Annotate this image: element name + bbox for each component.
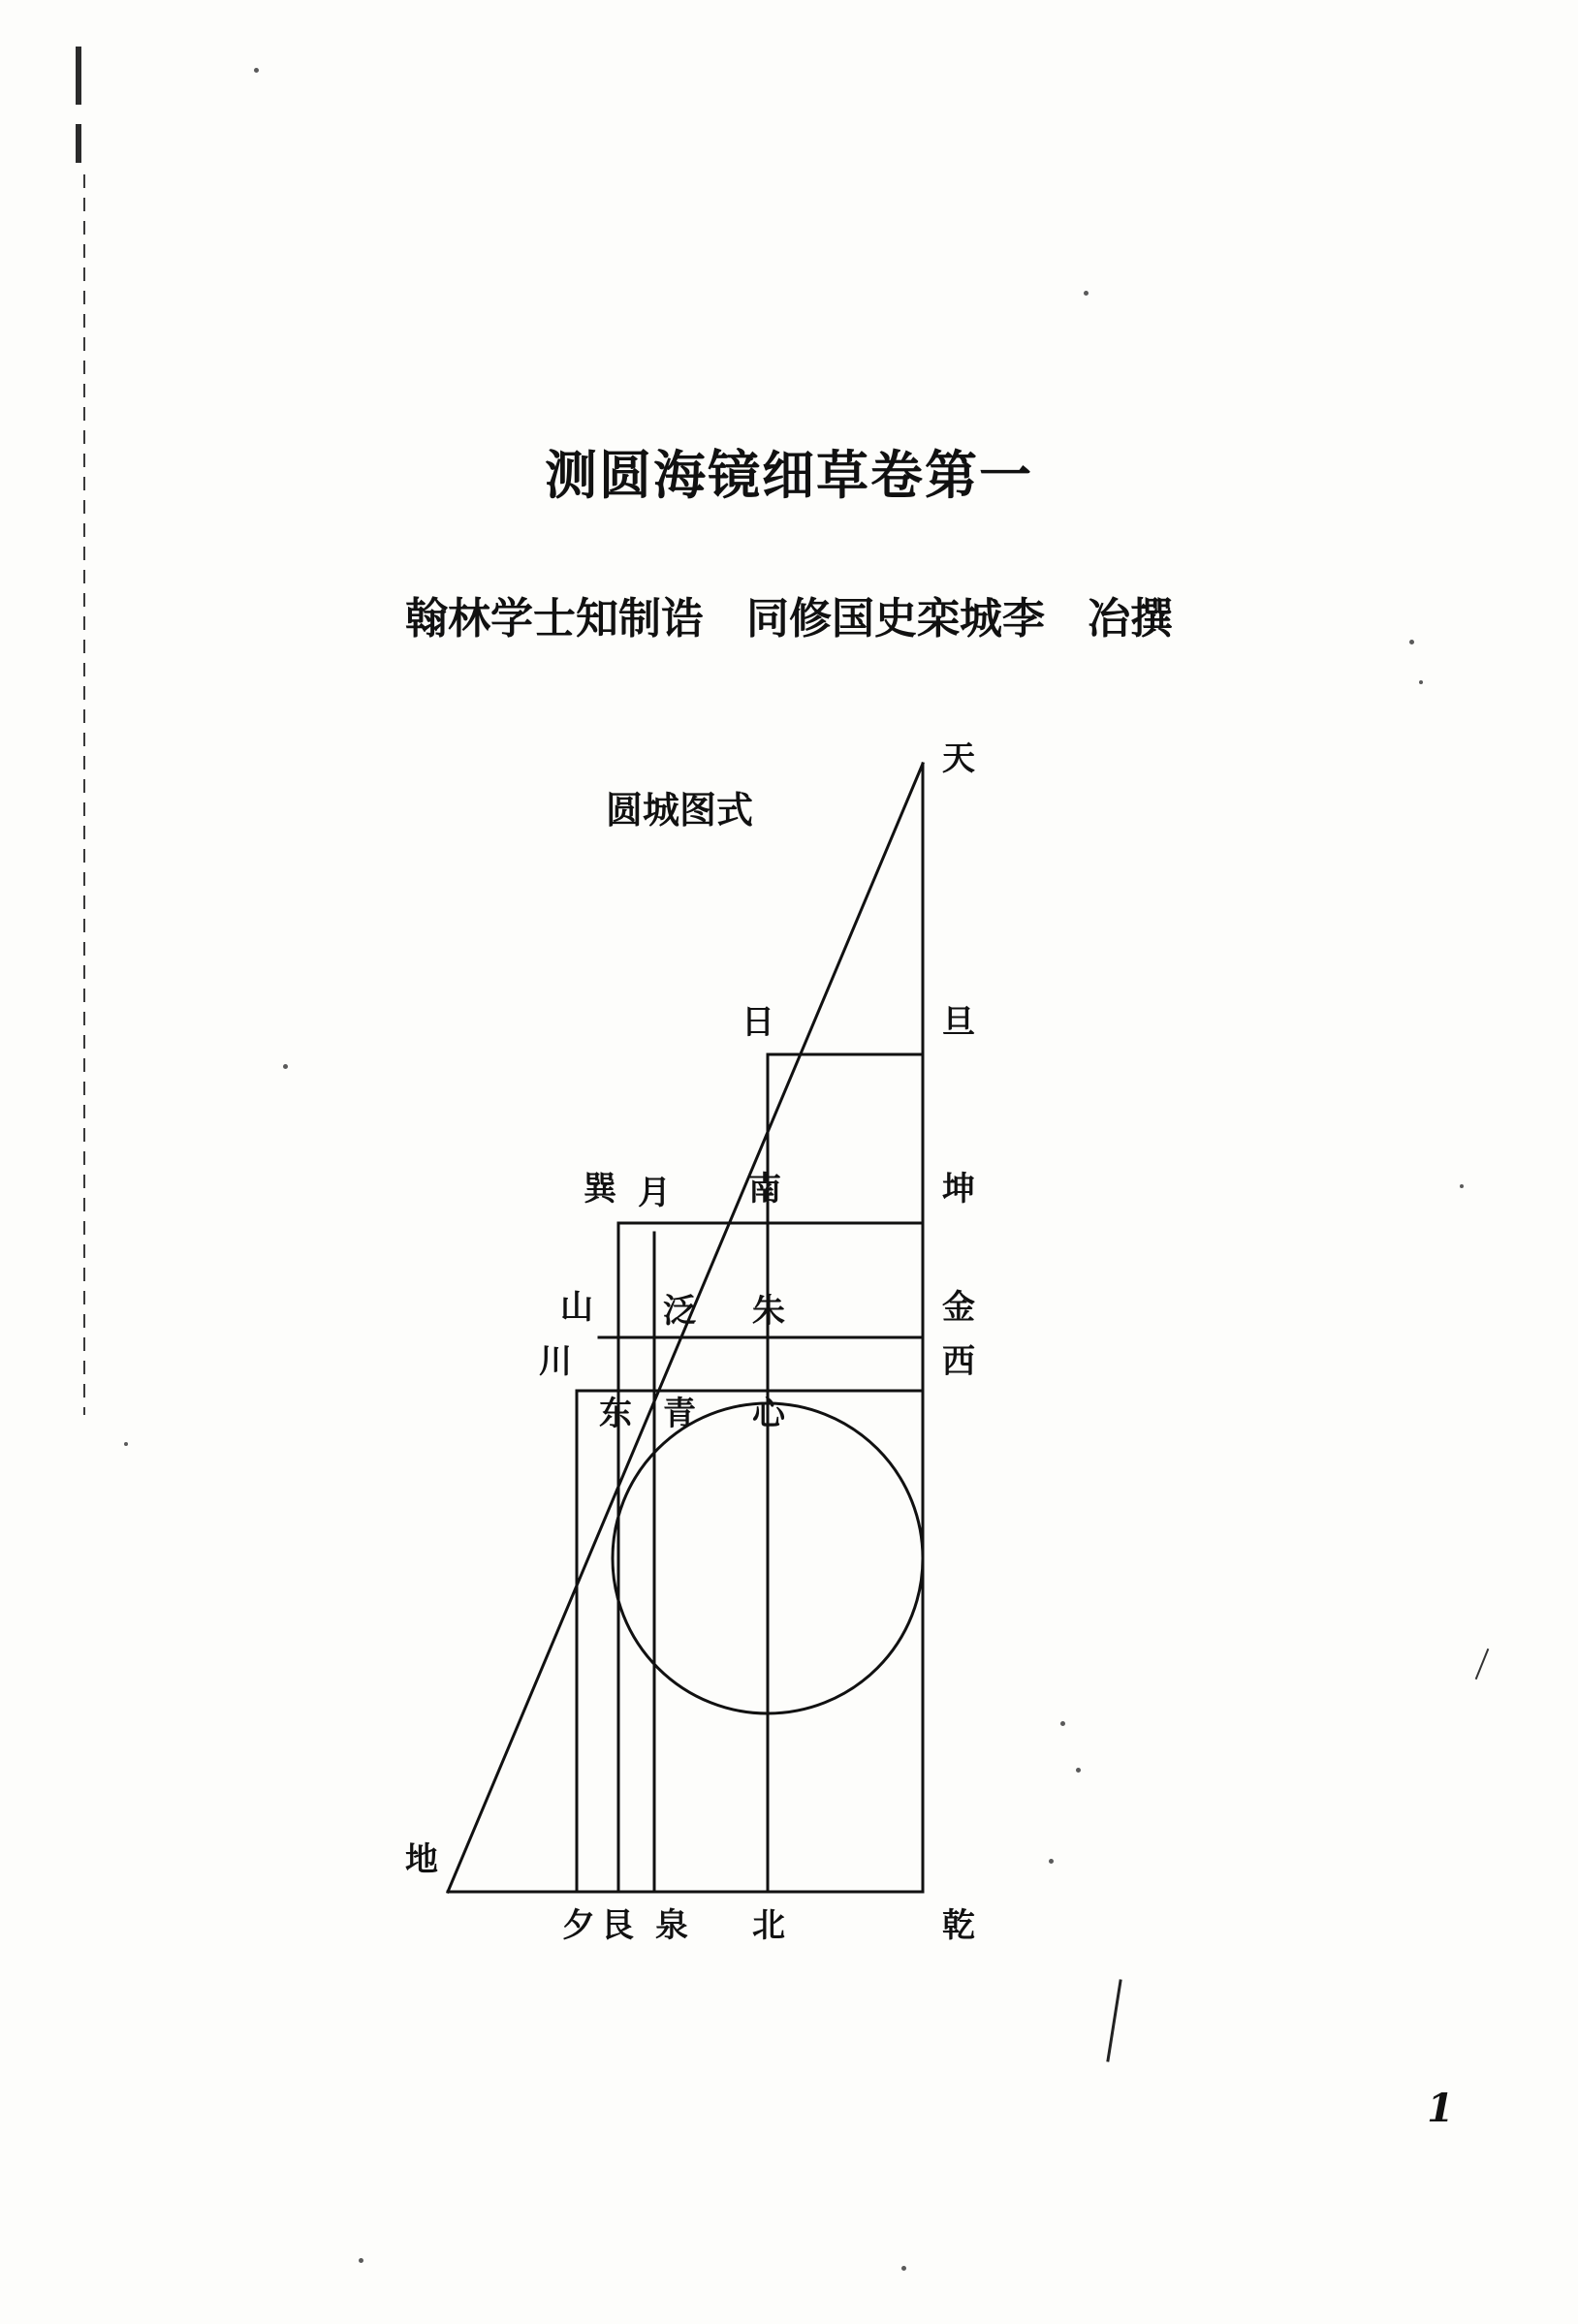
page-number: 1 [1427, 2086, 1454, 2131]
figure-label-dan: 旦 [942, 1003, 975, 1042]
pen-stroke-artifact [1475, 1649, 1490, 1680]
figure-label-kun: 坤 [942, 1170, 975, 1209]
scan-speck [1419, 680, 1423, 684]
scan-speck [1084, 291, 1089, 296]
author-byline: 翰林学士知制诰 同修国史栾城李 冶撰 [405, 594, 1173, 644]
figure-label-tian: 天 [942, 739, 975, 778]
figure-label-bei: 北 [752, 1906, 785, 1945]
figure-label-nan: 南 [748, 1170, 781, 1209]
figure-label-qing: 青 [663, 1395, 696, 1433]
figure-label-gen: 艮 [601, 1906, 634, 1945]
figure-label-shan: 山 [560, 1288, 593, 1327]
figure-label-xin: 心 [752, 1395, 785, 1433]
figure-label-jin: 金 [942, 1288, 975, 1327]
scan-edge-mark [76, 124, 81, 163]
figure-label-qian: 乾 [942, 1906, 975, 1945]
scan-edge-dotted-line [83, 174, 85, 1415]
scan-speck [124, 1442, 128, 1446]
figure-label-yue: 月 [638, 1174, 671, 1212]
scan-speck [1460, 1184, 1464, 1188]
figure-label-ri: 日 [742, 1003, 774, 1042]
scan-speck [254, 68, 259, 73]
page-title: 测圆海镜细草卷第一 [545, 444, 1033, 506]
figure-label-quan: 泉 [655, 1906, 688, 1945]
scan-speck [359, 2258, 363, 2263]
scan-speck [901, 2266, 906, 2271]
figure-label-dong: 东 [599, 1395, 632, 1433]
figure-label-xun: 巽 [584, 1170, 616, 1209]
figure-label-chuan: 川 [539, 1342, 572, 1381]
figure-caption: 圆城图式 [606, 788, 754, 832]
figure-label-di: 地 [405, 1840, 438, 1879]
circle-city-diagram [368, 739, 1144, 2035]
figure-label-fan: 泛 [663, 1292, 696, 1331]
scan-speck [283, 1064, 288, 1069]
figure-label-xi-west: 西 [942, 1342, 975, 1381]
figure-label-zhu: 朱 [752, 1292, 785, 1331]
figure-label-xi-evening: 夕 [562, 1906, 595, 1945]
scan-edge-mark [76, 47, 81, 105]
